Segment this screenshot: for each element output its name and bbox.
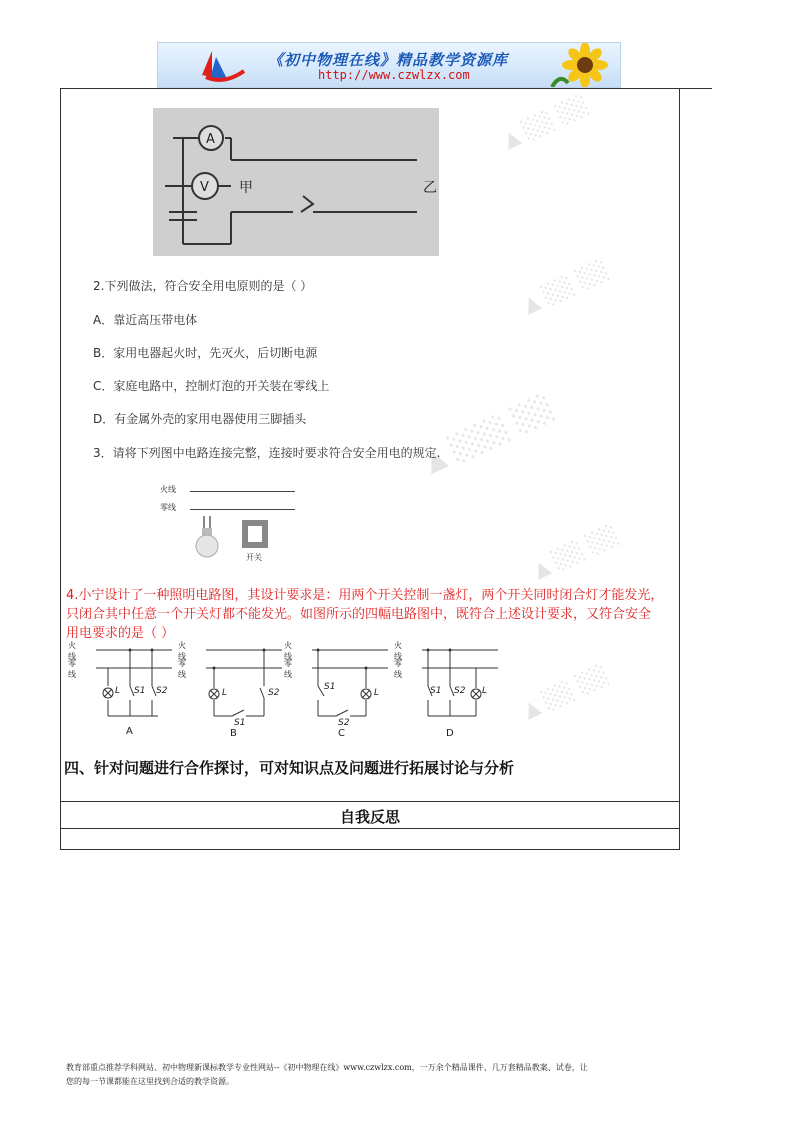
neutral-wire-label: 零线 [284, 659, 292, 679]
switch-s2-label: S2 [156, 686, 168, 696]
voltmeter-label: V [200, 180, 209, 195]
diagram-label: B [230, 728, 237, 739]
reflection-heading: 自我反思 [339, 808, 400, 826]
q3-neutral-label: 零线 [160, 503, 176, 512]
banner-url[interactable]: http://www.czwlzx.com [318, 68, 470, 82]
sunflower-image [550, 43, 620, 87]
lamp-label: L [115, 686, 121, 696]
live-wire-label: 火线 [394, 641, 402, 661]
switch-s1-label: S1 [324, 682, 336, 692]
diagram-label: C [338, 728, 345, 739]
site-logo [198, 47, 250, 85]
circuit-photo [153, 108, 439, 256]
q4-line-1: 4.小宁设计了一种照明电路图，其设计要求是：用两个开关控制一盏灯，两个开关同时闭合灯才能发光， [66, 588, 664, 603]
row-divider [60, 828, 680, 829]
switch-s1-label: S1 [430, 686, 442, 696]
q3-stem: 3．请将下列图中电路连接完整，连接时要求符合安全用电的规定. [93, 446, 441, 460]
footer-line-1: 教育部重点推荐学科网站、初中物理新课标教学专业性网站--《初中物理在线》www.czwlzx.com，一万余个精品课件、几万套精品教案、试卷，让 [66, 1063, 588, 1072]
q2-option-b: B．家用电器起火时，先灭火，后切断电源 [93, 346, 318, 360]
q2-option-c: C．家庭电路中，控制灯泡的开关装在零线上 [93, 379, 330, 393]
switch-s2-label: S2 [338, 718, 350, 728]
diagram-label: A [126, 726, 133, 737]
neutral-wire-label: 零线 [68, 659, 76, 679]
watermark: ▲ ░░ ░░ [529, 521, 622, 583]
q4-line-3: 用电要求的是（ ） [66, 626, 175, 641]
banner-title: 《初中物理在线》精品教学资源库 [268, 51, 509, 69]
site-banner [157, 42, 621, 88]
live-wire-label: 火线 [284, 641, 292, 661]
live-wire-label: 火线 [178, 641, 186, 661]
bulb-icon [194, 514, 222, 562]
neutral-wire-label: 零线 [178, 659, 186, 679]
q3-figure [160, 482, 300, 572]
circuit-photo-drawing [153, 108, 439, 256]
footer-line-2: 您的每一节课都能在这里找到合适的教学资源。 [66, 1077, 234, 1086]
watermark: ▲ ░░ ░░ [499, 91, 592, 153]
section-4-heading: 四、针对问题进行合作探讨，可对知识点及问题进行拓展讨论与分析 [64, 759, 515, 777]
neutral-wire-label: 零线 [394, 659, 402, 679]
q2-option-a: A．靠近高压带电体 [93, 313, 198, 327]
watermark: ▲ ░░ ░░ [519, 661, 612, 723]
watermark: ▲ ░░ ░░ [519, 256, 612, 318]
switch-s1-label: S1 [134, 686, 146, 696]
ammeter-label: A [206, 132, 215, 147]
switch-s2-label: S2 [454, 686, 466, 696]
q2-stem: 2.下列做法，符合安全用电原则的是（ ） [93, 279, 313, 293]
q2-option-d: D．有金属外壳的家用电器使用三脚插头 [93, 412, 307, 426]
lamp-label: L [482, 686, 488, 696]
lamp-label: L [222, 688, 228, 698]
label-jia: 甲 [239, 180, 253, 196]
q4-line-2: 只闭合其中任意一个开关灯都不能发光。如图所示的四幅电路图中，既符合上述设计要求，又符合安全 [66, 607, 652, 622]
live-wire-label: 火线 [68, 641, 76, 661]
lamp-label: L [374, 688, 380, 698]
switch-s1-label: S1 [234, 718, 246, 728]
label-yi: 乙 [423, 180, 437, 196]
switch-s2-label: S2 [268, 688, 280, 698]
row-divider [60, 801, 680, 802]
switch-icon [242, 520, 268, 548]
diagram-label: D [446, 728, 454, 739]
watermark: ▲ ░░░ ░░ [420, 392, 558, 478]
q3-live-label: 火线 [160, 485, 176, 494]
q3-switch-label: 开关 [246, 553, 262, 562]
